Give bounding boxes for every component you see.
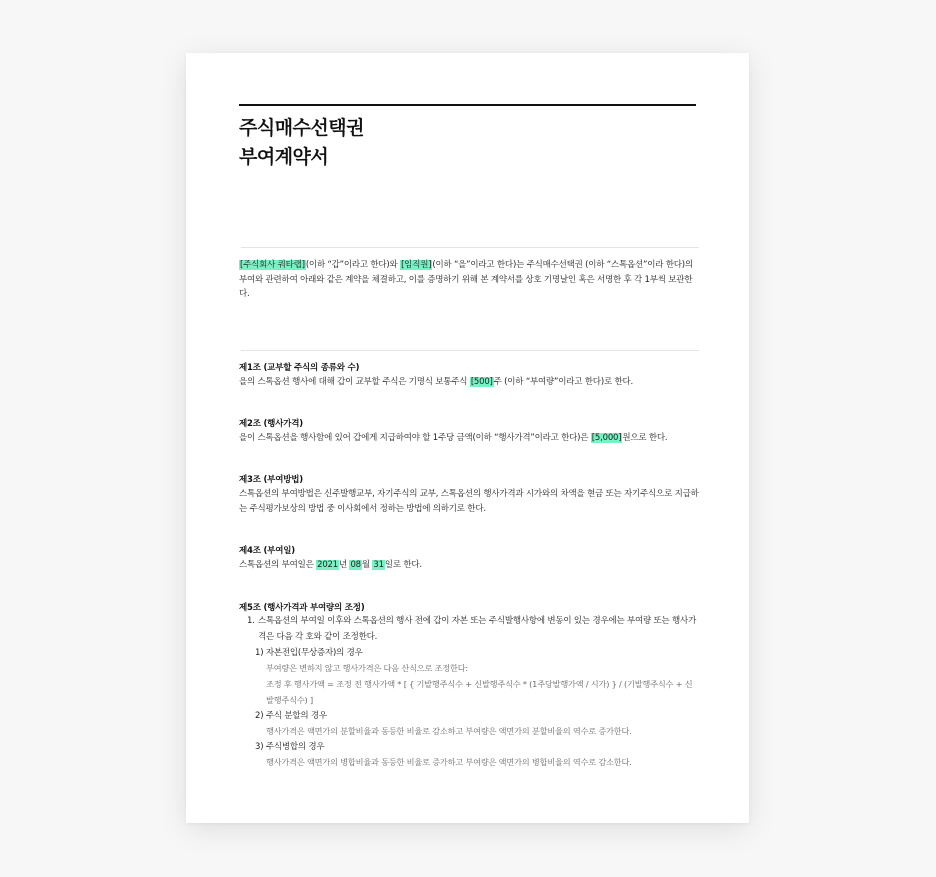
article-2-body: [239, 431, 699, 446]
article-4-title: 제4조 (부여일): [239, 546, 295, 556]
grant-month-field[interactable]: 08: [350, 560, 361, 570]
sub-item-2-body: 행사가격은 액면가의 분할비율과 동등한 비율로 감소하고 부여량은 액면가의 분할비율의 역수로 증가한다.: [266, 726, 632, 736]
company-name-field[interactable]: [주식회사 쿼타랩]: [240, 260, 305, 270]
grant-year-field[interactable]: 2021: [317, 560, 338, 570]
article-3-body: 스톡옵션의 부여방법은 신주발행교부, 자기주식의 교부, 스톡옵션의 행사가격과 시가와의 차액을 현금 또는 자기주식으로 지급하는 주식평가보상의 방법 중 이사회에서 정하는 방법에 의하기로 한다.: [239, 489, 699, 514]
month-unit: 월: [361, 560, 373, 570]
title-line-1: 주식매수선택권: [239, 117, 364, 139]
sub-item-1-line-2: 조정 후 행사가액 = 조정 전 행사가액 * [ { 기발행주식수 + 신발행주식수 * (1주당발행가액 / 시가) } / (기발행주식수 + 신발행주식수) ]: [266, 679, 693, 705]
sub-item-1-line-1: 부여량은 변하지 않고 행사가격은 다음 산식으로 조정한다:: [266, 663, 468, 673]
article-5-title: 제5조 (행사가격과 부여량의 조정): [239, 603, 365, 613]
article-1-title: 제1조 (교부할 주식의 종류와 수): [239, 363, 360, 373]
article-4-body: [239, 558, 699, 573]
sub-item-3-title: 3) 주식병합의 경우: [255, 742, 325, 752]
article-3-title: 제3조 (부여방법): [239, 475, 303, 485]
page-title: [239, 114, 364, 172]
contract-page: [186, 53, 749, 823]
article-1-text-before: 을의 스톡옵션 행사에 대해 갑이 교부할 주식은 기명식 보통주식: [239, 377, 470, 387]
intro-paragraph: [239, 258, 699, 302]
title-line-2: 부여계약서: [239, 146, 329, 168]
article-5-item-1: [247, 614, 699, 645]
article-2-text-before: 을이 스톡옵션을 행사함에 있어 갑에게 지급하여야 할 1주당 금액(이하 “행사가격”이라고 한다)은: [239, 433, 591, 443]
article-1-text-after: 주 (이하 “부여량”이라고 한다)로 한다.: [493, 377, 633, 387]
year-unit: 년: [338, 560, 350, 570]
article-2-text-after: 원으로 한다.: [622, 433, 668, 443]
title-rule: [239, 104, 696, 106]
article-4-text-before: 스톡옵션의 부여일은: [239, 560, 317, 570]
item-number: 1.: [247, 616, 255, 626]
divider: [241, 350, 699, 351]
article-2-title: 제2조 (행사가격): [239, 419, 303, 429]
item-text: 스톡옵션의 부여일 이후와 스톡옵션의 행사 전에 갑이 자본 또는 주식발행사항에 변동이 있는 경우에는 부여량 또는 행사가격은 다음 각 호와 같이 조정한다.: [258, 616, 697, 642]
article-4-text-after: 일로 한다.: [384, 560, 422, 570]
intro-text-1: (이하 “갑”이라고 한다)와: [305, 260, 401, 270]
sub-item-1-title: 1) 자본전입(무상증자)의 경우: [255, 648, 363, 658]
sub-item-3-body: 행사가격은 액면가의 병합비율과 동등한 비율로 증가하고 부여량은 액면가의 병합비율의 역수로 감소한다.: [266, 757, 632, 767]
intro-text-2: (이하 “을”이라고 한다)는 주식매수선택권 (이하 “스톡옵션”이라 한다)의 부여와 관련하여 아래와 같은 계약을 체결하고, 이를 증명하기 위해 본 계약서를 상호 기명날인 혹은 서명한 후 각 1부씩 보관한다.: [239, 260, 693, 299]
employee-name-field[interactable]: [임직원]: [401, 260, 432, 270]
article-1-body: [239, 375, 699, 390]
divider: [241, 247, 699, 248]
sub-item-2-title: 2) 주식 분할의 경우: [255, 711, 327, 721]
grant-day-field[interactable]: 31: [373, 560, 384, 570]
price-field[interactable]: [5,000]: [591, 433, 622, 443]
shares-field[interactable]: [500]: [470, 377, 493, 387]
